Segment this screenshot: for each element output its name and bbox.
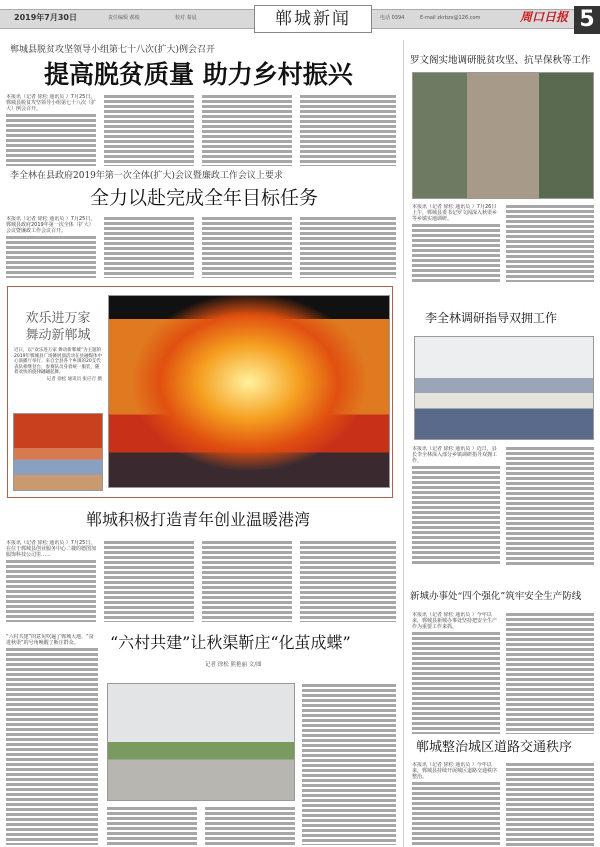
article-headline: 全力以赴完成全年目标任务 bbox=[90, 187, 319, 209]
article-byline: 记者 徐松 熊艳丽 文/图 bbox=[205, 662, 262, 668]
section-masthead: 郸城新闻 bbox=[254, 5, 372, 33]
newspaper-logo: 周口日报 bbox=[520, 10, 569, 24]
article-kicker: 郸城县脱贫攻坚领导小组第七十八次(扩大)例会召开 bbox=[10, 45, 216, 55]
article-column bbox=[412, 204, 500, 282]
article-body bbox=[412, 465, 500, 566]
article-lead: 本报讯（记者 徐松 通讯员 ）7月25日，郸城县政府2019年第一次全体（扩大）会议暨廉政工作会议召开。 bbox=[6, 216, 96, 234]
article-body bbox=[104, 540, 194, 622]
article-body bbox=[300, 94, 396, 166]
article-column bbox=[412, 762, 500, 846]
article-body bbox=[205, 806, 295, 846]
article-body bbox=[412, 781, 500, 846]
article-lead: “六村共建”的意见吹遍了郸城大地，“奋进秋渠”的号角唤醒了靳庄群众。 bbox=[6, 634, 94, 646]
article-body bbox=[506, 204, 594, 282]
article-body bbox=[6, 113, 96, 166]
article-body bbox=[107, 806, 197, 846]
village-road-photo bbox=[107, 683, 295, 801]
article-body bbox=[202, 94, 292, 166]
dance-group-photo bbox=[13, 413, 103, 491]
article-headline: 郸城整治城区道路交通秩序 bbox=[416, 740, 573, 755]
article-column bbox=[6, 216, 96, 278]
article-body bbox=[302, 683, 396, 845]
article-lead: 本报讯（记者 徐松 通讯员 ）7月25日，郸城县脱贫攻坚领导小组第七十八次（扩大）例会召开。 bbox=[6, 94, 96, 112]
article-lead: 本报讯（记者 徐松 通讯员 ）今年以来，郸城县持续开展城区道路交通秩序整治。 bbox=[412, 762, 498, 780]
article-body bbox=[506, 612, 594, 734]
article-kicker: 李全林在县政府2019年第一次全体(扩大)会议暨廉政工作会议上要求 bbox=[10, 171, 283, 181]
article-body bbox=[300, 540, 396, 622]
article-column bbox=[412, 446, 500, 566]
article-body bbox=[412, 223, 500, 282]
article-headline: “六村共建”让秋渠靳庄“化茧成蝶” bbox=[110, 633, 351, 652]
photo-caption-block bbox=[14, 310, 102, 382]
article-headline: 罗文阁实地调研脱贫攻坚、抗旱保秋等工作 bbox=[410, 55, 591, 66]
photo-feature-title: 欢乐进万家 舞动新郸城 bbox=[25, 311, 91, 343]
article-body bbox=[104, 216, 194, 278]
article-body bbox=[202, 216, 292, 278]
article-body bbox=[6, 235, 96, 278]
article-body bbox=[300, 216, 396, 278]
inspection-visit-photo bbox=[414, 336, 594, 440]
article-body bbox=[6, 647, 98, 845]
editor-credit: 责任编辑 郝俊 bbox=[108, 15, 140, 21]
article-headline: 提高脱贫质量 助力乡村振兴 bbox=[44, 60, 353, 89]
article-column bbox=[6, 540, 96, 622]
article-lead: 本报讯（记者 徐松 通讯员 ）近日，县长李全林深入部分乡镇调研指导双拥工作。 bbox=[412, 446, 498, 464]
proof-credit: 校对 秦晨 bbox=[175, 15, 197, 21]
article-body bbox=[412, 631, 500, 734]
email-info: E-mail zkrbzx@126.com bbox=[420, 15, 481, 21]
article-column bbox=[412, 612, 500, 734]
column-divider bbox=[403, 40, 404, 847]
article-body bbox=[202, 540, 292, 622]
article-body bbox=[104, 94, 194, 166]
photo-caption: 近日，以“欢乐进万家 舞动新郸城”为主题的2019年郸城县广场舞展演活动在县融媒体中心演播厅举行。来自全县各个乡镇的20支代表队相继登台，参赛队员身着统一服装，随着欢快的旋律翩翩起舞。 bbox=[14, 348, 102, 375]
article-headline: 郸城积极打造青年创业温暖港湾 bbox=[86, 510, 311, 529]
article-body bbox=[506, 446, 594, 566]
article-body bbox=[506, 762, 594, 846]
issue-date: 2019年7月30日 bbox=[14, 13, 77, 22]
field-inspection-photo bbox=[412, 72, 594, 199]
page-number: 5 bbox=[574, 6, 600, 34]
article-headline: 李全林调研指导双拥工作 bbox=[425, 311, 558, 325]
article-column bbox=[6, 634, 98, 845]
article-lead: 本报讯（记者 徐松 通讯员 ）7月25日，在位于郸城县创业服务中心二楼的德图加服饰科技公司里…… bbox=[6, 540, 96, 558]
article-lead: 本报讯（记者 徐松 通讯员 ）7月26日上午，郸城县委书记罗文阁深入秋渠乡等乡镇实地调研。 bbox=[412, 204, 498, 222]
article-headline: 新城办事处“四个强化”筑牢安全生产防线 bbox=[410, 591, 582, 602]
article-column bbox=[6, 94, 96, 166]
article-body bbox=[6, 559, 96, 622]
stage-dance-photo bbox=[108, 295, 390, 488]
photo-credit: 记者 徐松 通讯员 张应召 摄 bbox=[46, 376, 102, 382]
article-lead: 本报讯（记者 徐松 通讯员 ）今年以来，郸城县新城办事处坚持把安全生产作为重要工作来抓。 bbox=[412, 612, 498, 630]
contact-info: 电话 0394 bbox=[380, 15, 405, 21]
